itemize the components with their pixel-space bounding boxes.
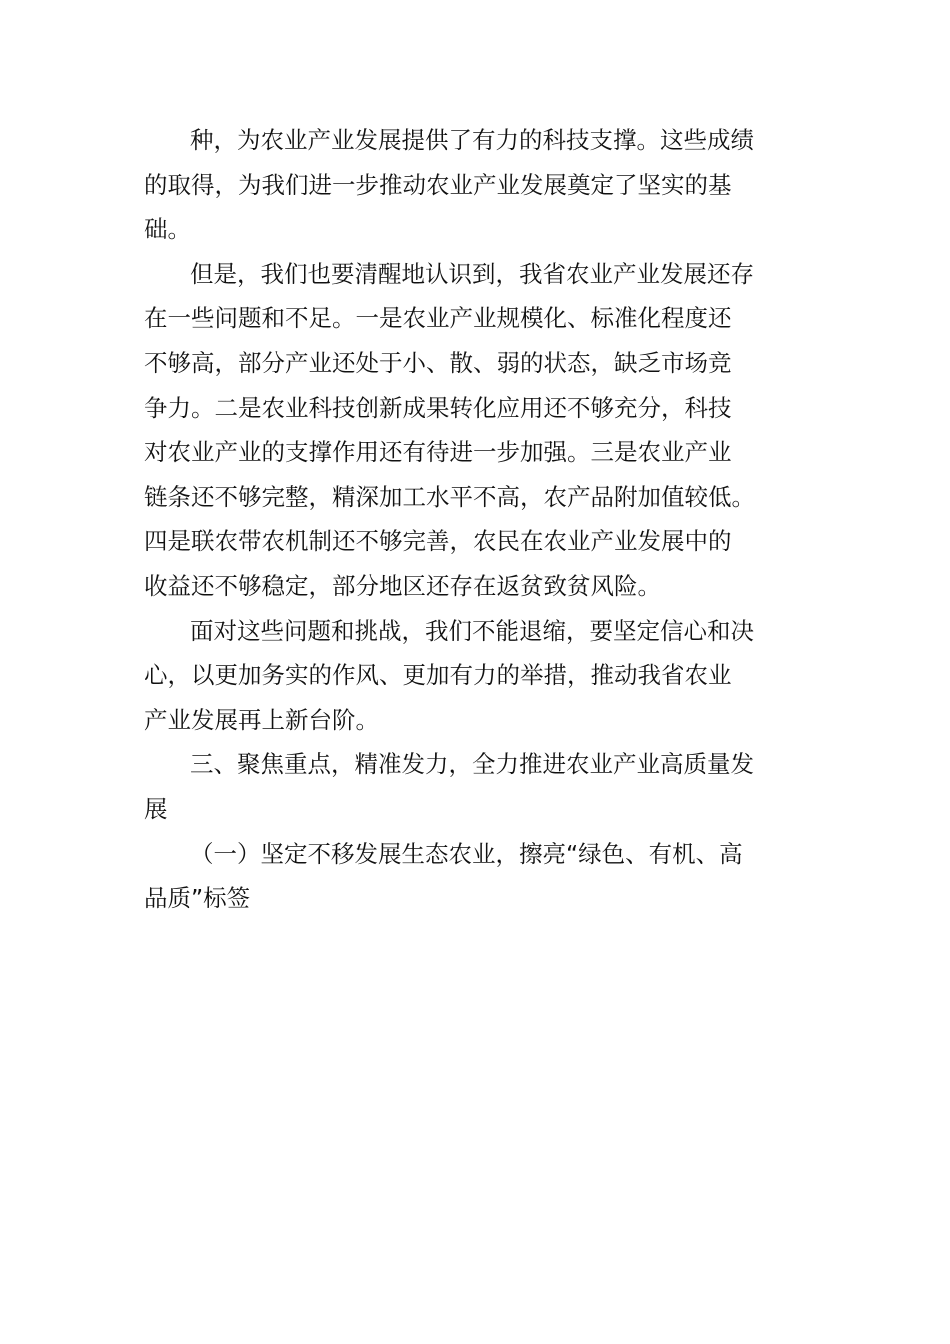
text-line: 对农业产业的支撑作用还有待进一步加强。三是农业产业 bbox=[144, 438, 732, 467]
text-line: 争力。二是农业科技创新成果转化应用还不够充分，科技 bbox=[144, 393, 732, 422]
text-line: 但是，我们也要清醒地认识到，我省农业产业发展还存 bbox=[190, 259, 754, 288]
text-line: 收益还不够稳定，部分地区还存在返贫致贫风险。 bbox=[144, 571, 661, 600]
text-line: 面对这些问题和挑战，我们不能退缩，要坚定信心和决 bbox=[190, 616, 754, 645]
text-line: 四是联农带农机制还不够完善，农民在农业产业发展中的 bbox=[144, 527, 732, 556]
paragraph-3 bbox=[144, 609, 806, 743]
section-heading bbox=[144, 742, 806, 831]
heading-line: 三、聚焦重点，精准发力，全力推进农业产业高质量发 bbox=[190, 750, 754, 779]
heading-line: 品质”标签 bbox=[144, 884, 251, 913]
subsection-heading bbox=[144, 832, 806, 921]
text-line: 心，以更加务实的作风、更加有力的举措，推动我省农业 bbox=[144, 661, 732, 690]
text-line: 种，为农业产业发展提供了有力的科技支撑。这些成绩 bbox=[190, 126, 754, 154]
text-line: 的取得，为我们进一步推动农业产业发展奠定了坚实的基 bbox=[144, 170, 732, 199]
text-line: 链条还不够完整，精深加工水平不高，农产品附加值较低。 bbox=[144, 482, 755, 511]
document-body bbox=[144, 118, 806, 921]
heading-line: 展 bbox=[144, 794, 168, 823]
text-line: 础。 bbox=[144, 215, 191, 244]
heading-line: （一）坚定不移发展生态农业，擦亮“绿色、有机、高 bbox=[190, 839, 743, 868]
paragraph-2 bbox=[144, 252, 806, 609]
paragraph-1 bbox=[144, 118, 806, 252]
text-line: 产业发展再上新台阶。 bbox=[144, 705, 379, 734]
text-line: 不够高，部分产业还处于小、散、弱的状态，缺乏市场竞 bbox=[144, 348, 732, 377]
text-line: 在一些问题和不足。一是农业产业规模化、标准化程度还 bbox=[144, 304, 732, 333]
